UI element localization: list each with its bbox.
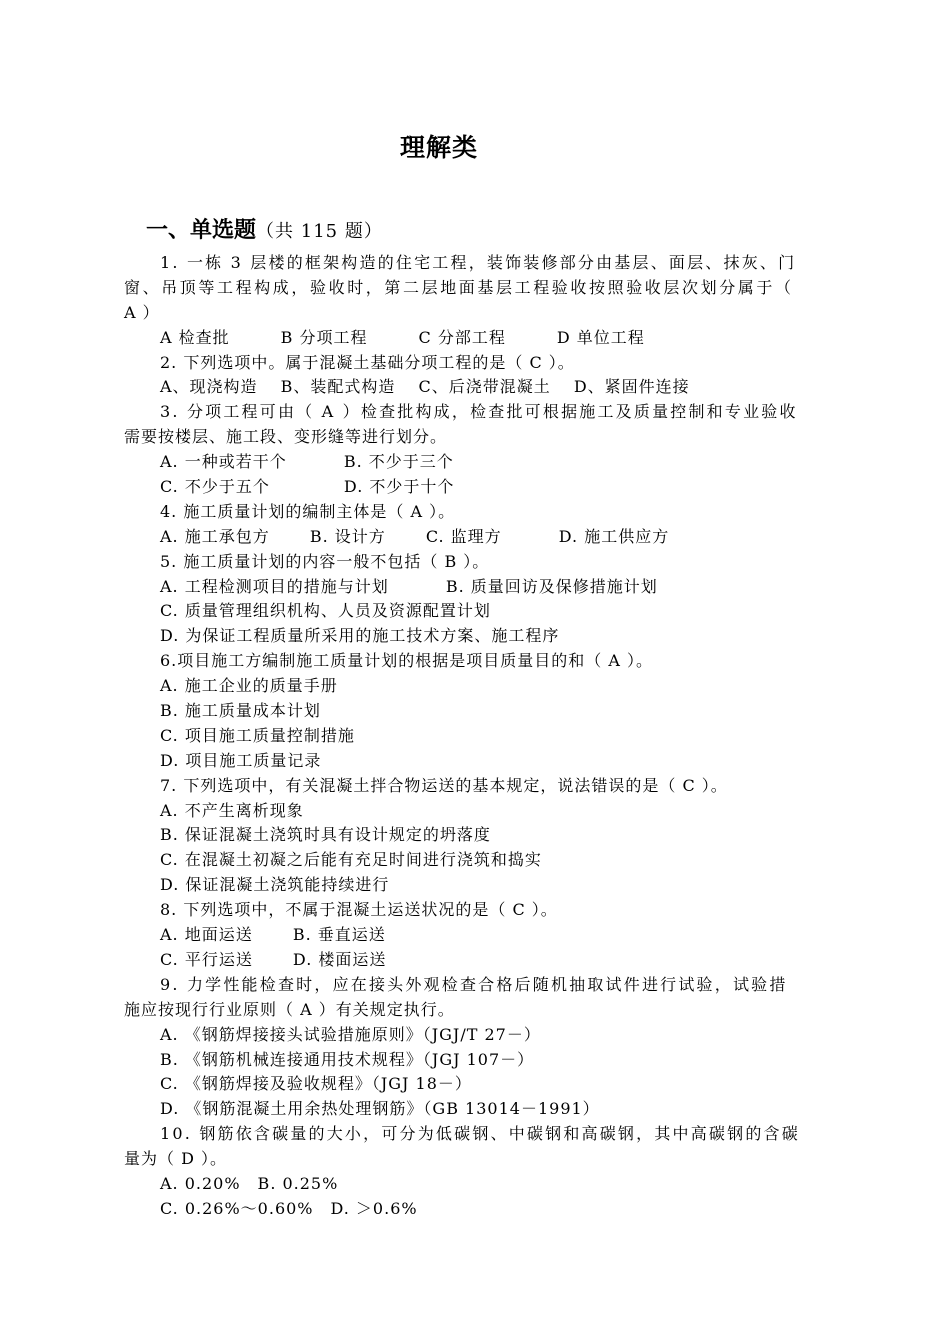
question-9-option-d: D. 《钢筋混凝土用余热处理钢筋》（GB 13014－1991） [160, 1099, 600, 1119]
question-8-options-cd: C. 平行运送 D. 楼面运送 [160, 949, 387, 969]
question-9-line-2: 施应按现行行业原则（ A ）有关规定执行。 [124, 999, 455, 1019]
question-7: 7. 下列选项中，有关混凝土拌合物运送的基本规定，说法错误的是（ C ）。 [160, 775, 728, 795]
question-6-option-b: B. 施工质量成本计划 [160, 701, 321, 721]
question-2: 2. 下列选项中。属于混凝土基础分项工程的是（ C ）。 [160, 352, 575, 372]
question-7-option-a: A. 不产生离析现象 [160, 800, 304, 820]
question-9-option-c: C. 《钢筋焊接及验收规程》（JGJ 18－） [160, 1074, 472, 1094]
question-8: 8. 下列选项中，不属于混凝土运送状况的是（ C ）。 [160, 900, 558, 920]
question-6-option-a: A. 施工企业的质量手册 [160, 676, 338, 696]
question-5: 5. 施工质量计划的内容一般不包括（ B ）。 [160, 551, 490, 571]
question-9-line-1: 9. 力学性能检查时，应在接头外观检查合格后随机抽取试件进行试验，试验措 [160, 974, 788, 994]
question-1-options: A 检查批 B 分项工程 C 分部工程 D 单位工程 [160, 327, 645, 347]
page-title: 理解类 [399, 133, 478, 162]
section-heading-label: 一、单选题 [146, 218, 257, 243]
question-4-options: A. 施工承包方 B. 设计方 C. 监理方 D. 施工供应方 [160, 526, 670, 546]
question-5-option-d: D. 为保证工程质量所采用的施工技术方案、施工程序 [160, 626, 560, 646]
question-7-option-c: C. 在混凝土初凝之后能有充足时间进行浇筑和捣实 [160, 850, 542, 870]
question-10-options-ab: A. 0.20% B. 0.25% [160, 1173, 339, 1193]
question-2-options: A、现浇构造 B、装配式构造 C、后浇带混凝土 D、紧固件连接 [160, 377, 690, 397]
question-1-line-2: 窗、吊顶等工程构成，验收时，第二层地面基层工程验收按照验收层次划分属于（ [124, 277, 794, 297]
question-4: 4. 施工质量计划的编制主体是（ A ）。 [160, 501, 456, 521]
question-6-option-d: D. 项目施工质量记录 [160, 750, 322, 770]
question-10-options-cd: C. 0.26%～0.60% D. ＞0.6% [160, 1198, 418, 1218]
question-6-option-c: C. 项目施工质量控制措施 [160, 725, 355, 745]
question-10-line-2: 量为（ D ）。 [124, 1149, 228, 1169]
question-7-option-d: D. 保证混凝土浇筑能持续进行 [160, 875, 390, 895]
question-10-line-1: 10. 钢筋依含碳量的大小，可分为低碳钢、中碳钢和高碳钢，其中高碳钢的含碳 [160, 1124, 800, 1144]
question-9-option-a: A. 《钢筋焊接接头试验措施原则》（JGJ/T 27－） [160, 1024, 541, 1044]
question-3-line-1: 3. 分项工程可由（ A ）检查批构成，检查批可根据施工及质量控制和专业验收 [160, 402, 798, 422]
question-8-options-ab: A. 地面运送 B. 垂直运送 [160, 925, 386, 945]
question-5-options-ab: A. 工程检测项目的措施与计划 B. 质量回访及保修措施计划 [160, 576, 658, 596]
section-question-count: （共 115 题） [256, 221, 383, 242]
question-1-line-3: A ） [124, 302, 160, 322]
question-6: 6.项目施工方编制施工质量计划的根据是项目质量目的和（ A ）。 [160, 651, 653, 671]
section-heading [146, 213, 383, 244]
question-9-option-b: B. 《钢筋机械连接通用技术规程》（JGJ 107－） [160, 1049, 535, 1069]
question-5-option-c: C. 质量管理组织机构、人员及资源配置计划 [160, 601, 491, 621]
question-3-options-ab: A. 一种或若干个 B. 不少于三个 [160, 452, 454, 472]
question-7-option-b: B. 保证混凝土浇筑时具有设计规定的坍落度 [160, 825, 491, 845]
question-3-line-2: 需要按楼层、施工段、变形缝等进行划分。 [124, 427, 448, 447]
question-list [124, 251, 834, 1222]
question-1-line-1: 1. 一栋 3 层楼的框架构造的住宅工程，装饰装修部分由基层、面层、抹灰、门 [160, 253, 797, 272]
question-3-options-cd: C. 不少于五个 D. 不少于十个 [160, 477, 455, 497]
